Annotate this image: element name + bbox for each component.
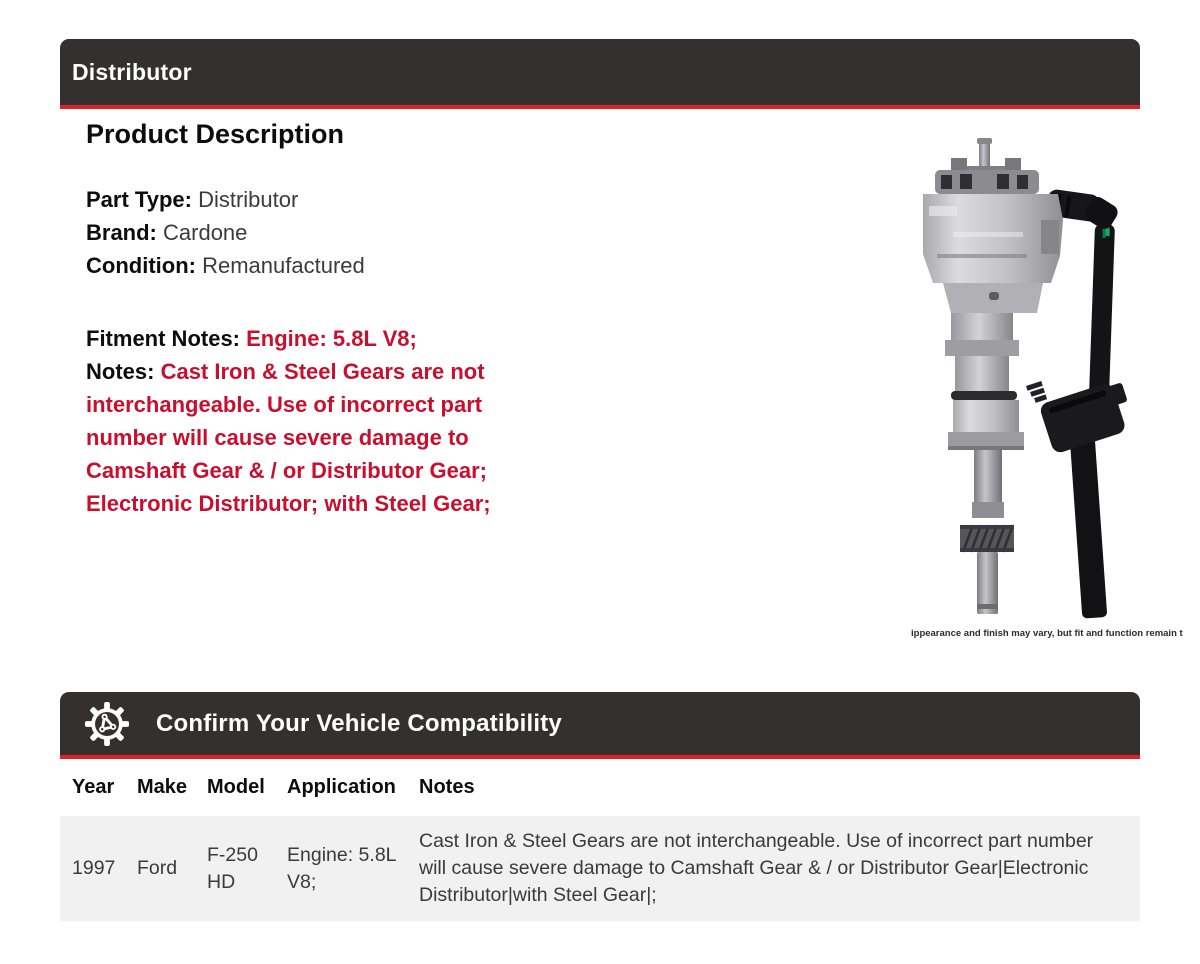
cell-notes: Cast Iron & Steel Gears are not interchangeable. Use of incorrect part number will cause severe damage to Camshaft Gear & / or Distributor Gear|Electronic Distributor|with Steel Gear|; <box>419 830 1094 906</box>
spec-condition-label: Condition: <box>86 253 196 278</box>
spec-condition <box>86 249 365 282</box>
spec-brand <box>86 216 365 249</box>
cell-model: F-250 HD <box>207 843 258 893</box>
fitment-table-row <box>60 816 1140 921</box>
distributor-shaft-top <box>935 138 1039 194</box>
spec-brand-value: Cardone <box>163 220 248 245</box>
spec-brand-label: Brand: <box>86 220 157 245</box>
product-title-bar <box>60 39 1140 109</box>
col-header-model: Model <box>207 776 265 798</box>
col-header-make: Make <box>137 776 188 798</box>
spec-condition-value: Remanufactured <box>202 253 365 278</box>
product-figure <box>893 136 1183 639</box>
description-heading: Product Description <box>86 119 345 149</box>
product-photo <box>893 136 1145 624</box>
cell-application: Engine: 5.8L V8; <box>287 843 396 893</box>
distributor-housing <box>923 194 1063 313</box>
gear-chain-icon <box>84 699 130 749</box>
col-header-year: Year <box>72 776 115 798</box>
compatibility-title: Confirm Your Vehicle Compatibility <box>156 709 562 737</box>
fitment-notes-label: Fitment Notes: <box>86 326 240 351</box>
col-header-application: Application <box>287 776 396 798</box>
notes-label: Notes: <box>86 359 155 384</box>
fitment-table-header <box>60 759 1140 816</box>
notes-value: Cast Iron & Steel Gears are not interchangeable. Use of incorrect part number will cause severe damage to Camshaft Gear & / or Distributor Gear; Electronic Distributor; with Steel Gear; <box>86 359 491 516</box>
product-card <box>60 39 1183 688</box>
spec-part-type-label: Part Type: <box>86 187 192 212</box>
cell-make: Ford <box>137 857 178 879</box>
fitment-notes-value: Engine: 5.8L V8; <box>246 326 417 351</box>
col-header-notes: Notes <box>419 776 475 798</box>
connector-plug <box>1026 358 1136 457</box>
cell-year: 1997 <box>72 857 116 879</box>
distributor-neck <box>945 313 1024 450</box>
image-disclaimer-caption: ippearance and finish may vary, but fit and function remain t <box>911 628 1183 639</box>
spec-part-type-value: Distributor <box>198 187 299 212</box>
fitment-notes-block <box>86 322 564 520</box>
product-description-section <box>60 109 1183 688</box>
product-title: Distributor <box>72 58 192 85</box>
distributor-gear-shaft <box>960 450 1014 614</box>
fitment-table <box>60 759 1140 921</box>
spec-part-type <box>86 183 365 216</box>
spec-list <box>86 183 365 282</box>
compatibility-card <box>60 692 1140 921</box>
compatibility-header-bar <box>60 692 1140 759</box>
